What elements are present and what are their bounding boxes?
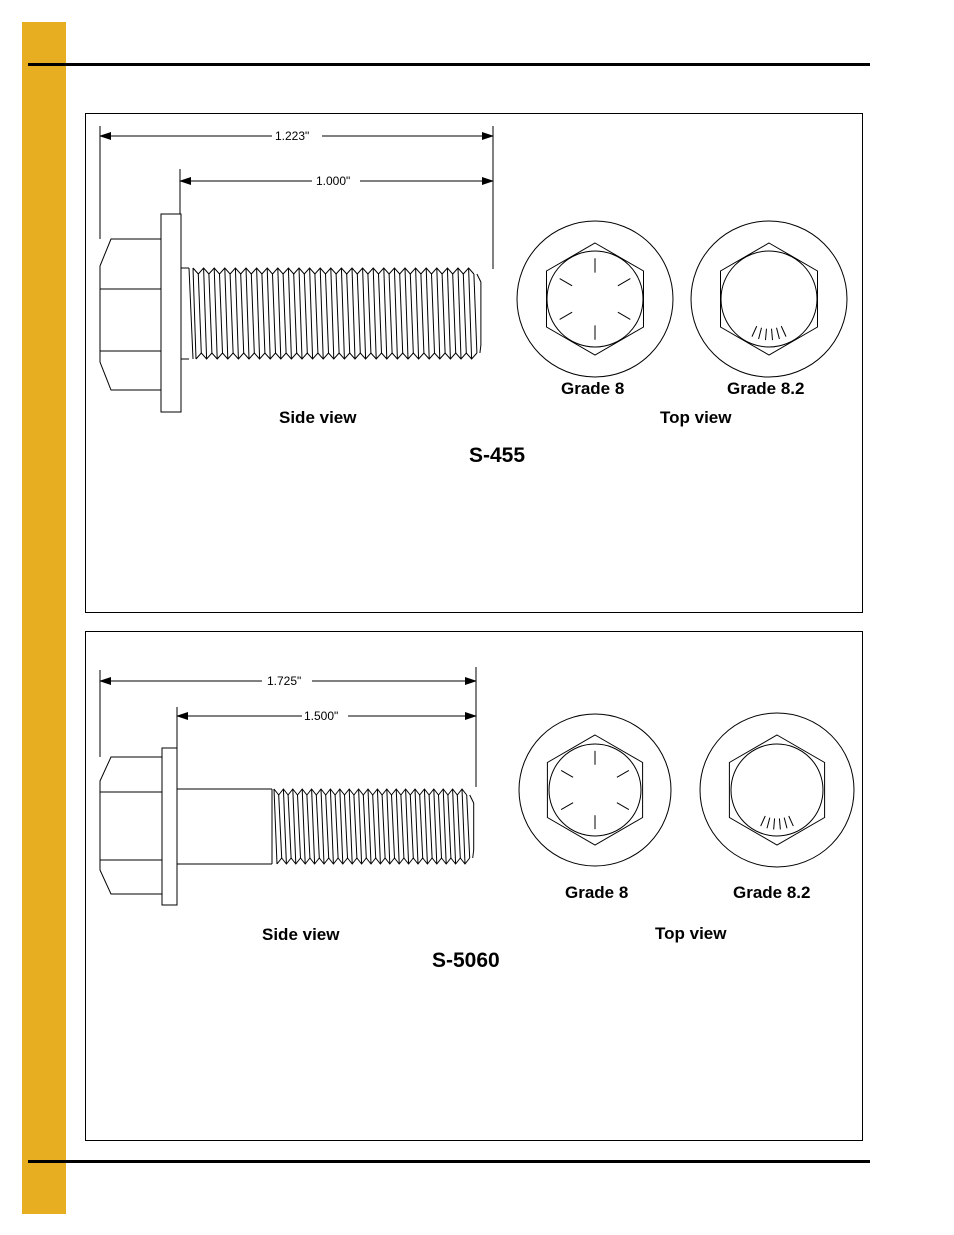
yellow-side-bar <box>22 22 66 1214</box>
top-view-label: Top view <box>660 408 732 427</box>
grade-8-2-label: Grade 8.2 <box>733 883 811 902</box>
grade-8-label: Grade 8 <box>561 379 625 398</box>
side-view-label: Side view <box>279 408 357 427</box>
bottom-rule <box>28 1160 870 1163</box>
side-view-label: Side view <box>262 925 340 944</box>
part-number: S-5060 <box>432 949 500 972</box>
grade-8-top-view <box>519 714 671 866</box>
top-rule <box>28 63 870 66</box>
top-view-label: Top view <box>655 924 727 943</box>
grade-8-top-view <box>517 221 673 377</box>
overall-length-label: 1.223" <box>275 129 310 143</box>
grade-8-2-top-view <box>691 221 847 377</box>
thread-length-label: 1.000" <box>316 174 351 188</box>
grade-8-label: Grade 8 <box>565 883 629 902</box>
grade-8-2-top-view <box>700 713 854 867</box>
s-455-drawing <box>86 114 864 614</box>
overall-length-label: 1.725" <box>267 674 302 688</box>
bolt-figure-s-5060 <box>85 631 863 1141</box>
bolt-figure-s-455 <box>85 113 863 613</box>
grade-8-2-label: Grade 8.2 <box>727 379 805 398</box>
part-number: S-455 <box>469 444 526 467</box>
thread-length-label: 1.500" <box>304 709 339 723</box>
